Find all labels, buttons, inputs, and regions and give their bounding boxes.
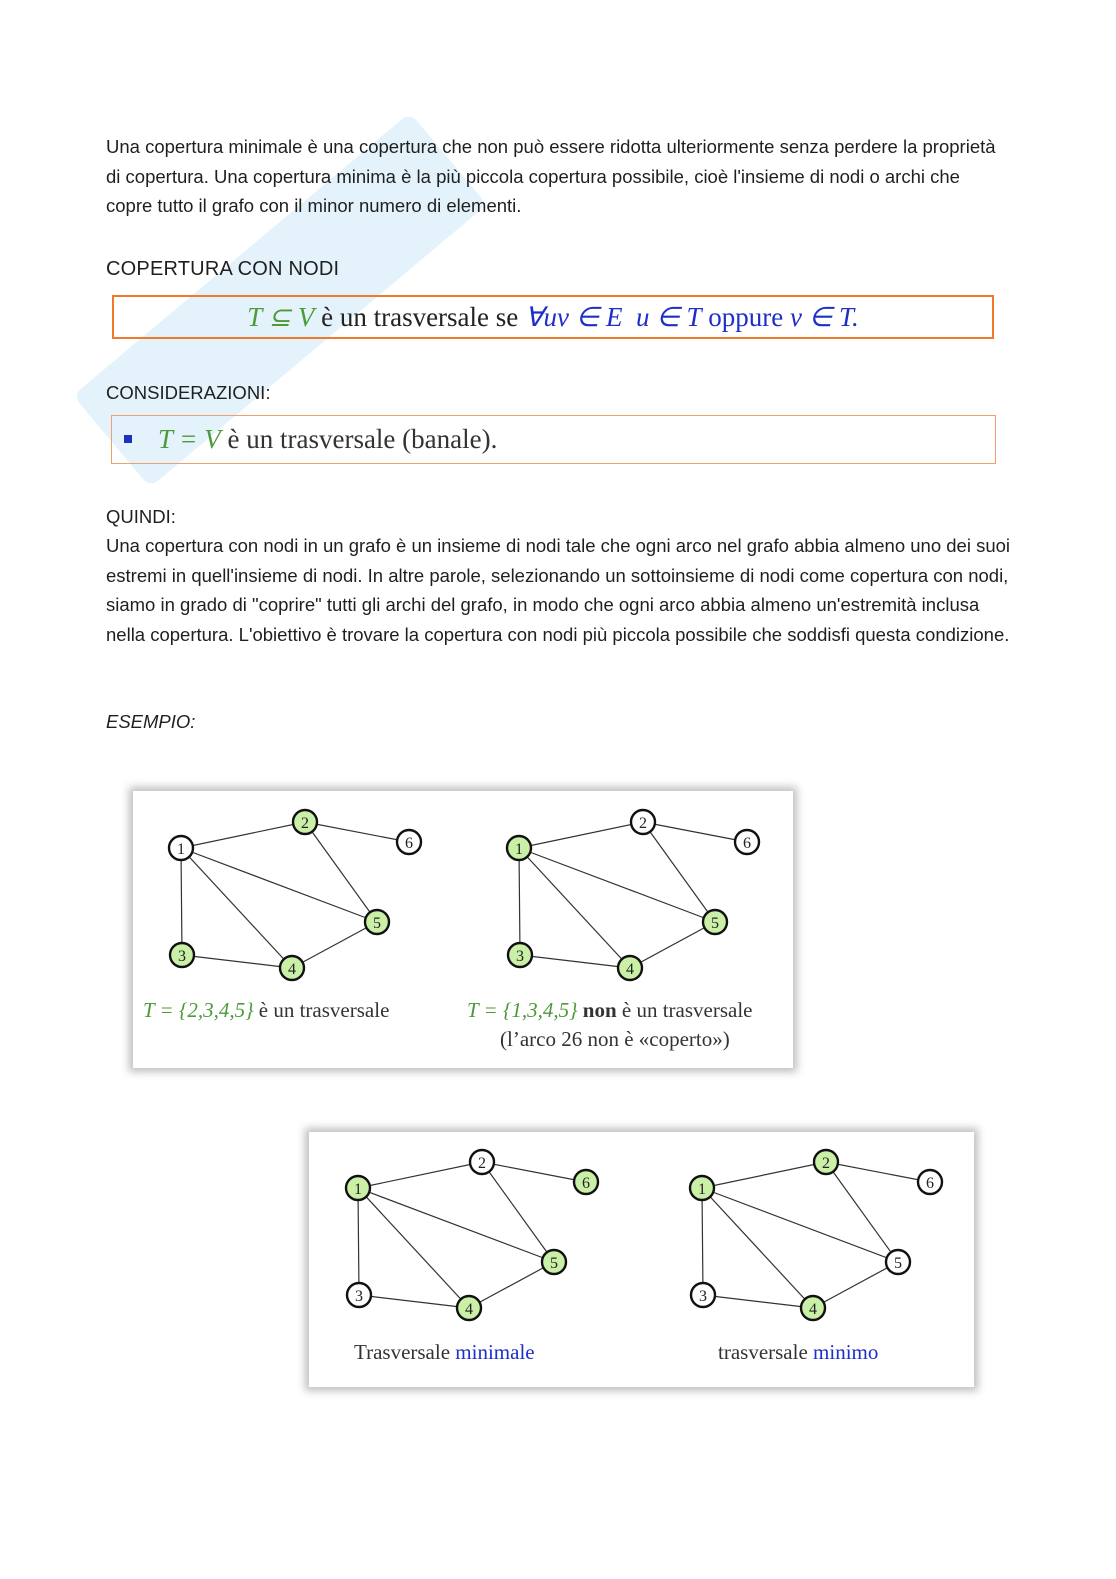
- graph-fig1-right: [507, 810, 759, 980]
- definition-is-text: è un trasversale se: [314, 302, 526, 332]
- node-label-1: 1: [177, 841, 185, 858]
- definition-v-in: v ∈ T.: [790, 302, 859, 332]
- edge-2-5: [643, 822, 715, 922]
- edge-3-4: [703, 1295, 813, 1308]
- definition-forall: ∀uv ∈ E: [525, 302, 623, 332]
- node-label-6: 6: [405, 835, 413, 852]
- edge-4-5: [292, 922, 377, 968]
- edge-2-5: [482, 1162, 554, 1262]
- graph-fig2-left: [346, 1150, 598, 1320]
- figure-1-right-caption: [467, 998, 753, 1023]
- node-label-6: 6: [582, 1175, 590, 1192]
- edge-1-3: [519, 848, 520, 955]
- figure-1-right-caption-line2: (l’arco 26 non è «coperto»): [500, 1027, 730, 1051]
- edge-1-2: [519, 822, 643, 848]
- edge-1-3: [702, 1188, 703, 1295]
- figure-1-left-caption: [143, 998, 389, 1023]
- edge-2-5: [305, 822, 377, 922]
- bullet-icon: [124, 435, 132, 443]
- edge-4-5: [813, 1262, 898, 1308]
- node-label-1: 1: [698, 1181, 706, 1198]
- edge-1-5: [702, 1188, 898, 1262]
- figure-1-right-bold: non: [577, 998, 617, 1022]
- esempio-label: ESEMPIO:: [106, 711, 196, 732]
- edge-1-3: [358, 1188, 359, 1295]
- edge-1-5: [519, 848, 715, 922]
- node-label-5: 5: [373, 915, 381, 932]
- definition-box: [112, 295, 994, 339]
- edge-3-4: [520, 955, 630, 968]
- quindi-label: QUINDI:: [106, 506, 176, 527]
- figure-2-right-a: trasversale: [718, 1340, 814, 1364]
- node-label-2: 2: [822, 1155, 830, 1172]
- edge-1-3: [181, 848, 182, 955]
- node-label-1: 1: [354, 1181, 362, 1198]
- figure-2-right-b: minimo: [813, 1340, 879, 1364]
- node-label-3: 3: [516, 948, 524, 965]
- edge-3-4: [359, 1295, 469, 1308]
- node-label-4: 4: [288, 961, 296, 978]
- node-label-3: 3: [178, 948, 186, 965]
- quindi-paragraph: Una copertura con nodi in un grafo è un insieme di nodi tale che ogni arco nel grafo abbia almeno uno dei suoi estremi in quell'insieme di nodi. In altre parole, selezionando un sottoinsieme di nodi come copertura con nodi, siamo in grado di "coprire" tutti gli archi del grafo, in modo che ogni arco abbia almeno un'estremità inclusa nella copertura. L'obiettivo è trovare la copertura con nodi più piccola possibile che soddisfi questa condizione.: [106, 535, 1011, 645]
- node-label-6: 6: [926, 1175, 934, 1192]
- figure-2-left-caption: [354, 1340, 535, 1365]
- considerazioni-box: [111, 415, 996, 464]
- edge-2-6: [305, 822, 409, 842]
- node-label-3: 3: [699, 1288, 707, 1305]
- figure-1-right-rest: è un trasversale: [616, 998, 753, 1022]
- edge-1-5: [358, 1188, 554, 1262]
- node-label-2: 2: [478, 1155, 486, 1172]
- node-label-2: 2: [301, 815, 309, 832]
- figure-1-left-rest: è un trasversale: [253, 998, 390, 1022]
- example-figure-2: [309, 1132, 974, 1387]
- figure-2-left-a: Trasversale: [354, 1340, 456, 1364]
- node-label-4: 4: [465, 1301, 473, 1318]
- node-label-5: 5: [711, 915, 719, 932]
- graph-fig1-left: [169, 810, 421, 980]
- edge-1-4: [519, 848, 630, 968]
- figure-2-right-caption: [718, 1340, 878, 1365]
- edge-1-2: [358, 1162, 482, 1188]
- figure-2-left-b: minimale: [455, 1340, 535, 1364]
- figure-1-left-set: T = {2,3,4,5}: [143, 998, 254, 1022]
- node-label-4: 4: [809, 1301, 817, 1318]
- considerazioni-label: CONSIDERAZIONI:: [106, 382, 271, 403]
- edge-1-2: [181, 822, 305, 848]
- edge-1-4: [181, 848, 292, 968]
- example-figure-1: [133, 791, 793, 1068]
- edge-2-6: [482, 1162, 586, 1182]
- node-label-3: 3: [355, 1288, 363, 1305]
- edge-3-4: [182, 955, 292, 968]
- node-label-2: 2: [639, 815, 647, 832]
- definition-t-subset: T ⊆ V: [247, 302, 315, 332]
- edge-1-4: [358, 1188, 469, 1308]
- edge-2-5: [826, 1162, 898, 1262]
- edge-1-2: [702, 1162, 826, 1188]
- definition-oppure: oppure: [701, 302, 791, 332]
- edge-2-6: [643, 822, 747, 842]
- graph-fig2-right: [690, 1150, 942, 1320]
- node-label-6: 6: [743, 835, 751, 852]
- node-label-4: 4: [626, 961, 634, 978]
- figure-1-right-set: T = {1,3,4,5}: [467, 998, 578, 1022]
- edge-4-5: [630, 922, 715, 968]
- section-title: COPERTURA CON NODI: [106, 258, 340, 280]
- edge-2-6: [826, 1162, 930, 1182]
- node-label-1: 1: [515, 841, 523, 858]
- considerazione-t-eq: T = V: [158, 424, 221, 454]
- considerazione-rest: è un trasversale (banale).: [220, 424, 498, 454]
- intro-paragraph: Una copertura minimale è una copertura che non può essere ridotta ulteriormente senza perdere la proprietà di copertura. Una copertura minima è la più piccola copertura possibile, cioè l'insieme di nodi o archi che copre tutto il grafo con il minor numero di elementi.: [106, 136, 996, 216]
- edge-1-4: [702, 1188, 813, 1308]
- edge-1-5: [181, 848, 377, 922]
- definition-u-in: u ∈ T: [636, 302, 702, 332]
- node-label-5: 5: [550, 1255, 558, 1272]
- edge-4-5: [469, 1262, 554, 1308]
- node-label-5: 5: [894, 1255, 902, 1272]
